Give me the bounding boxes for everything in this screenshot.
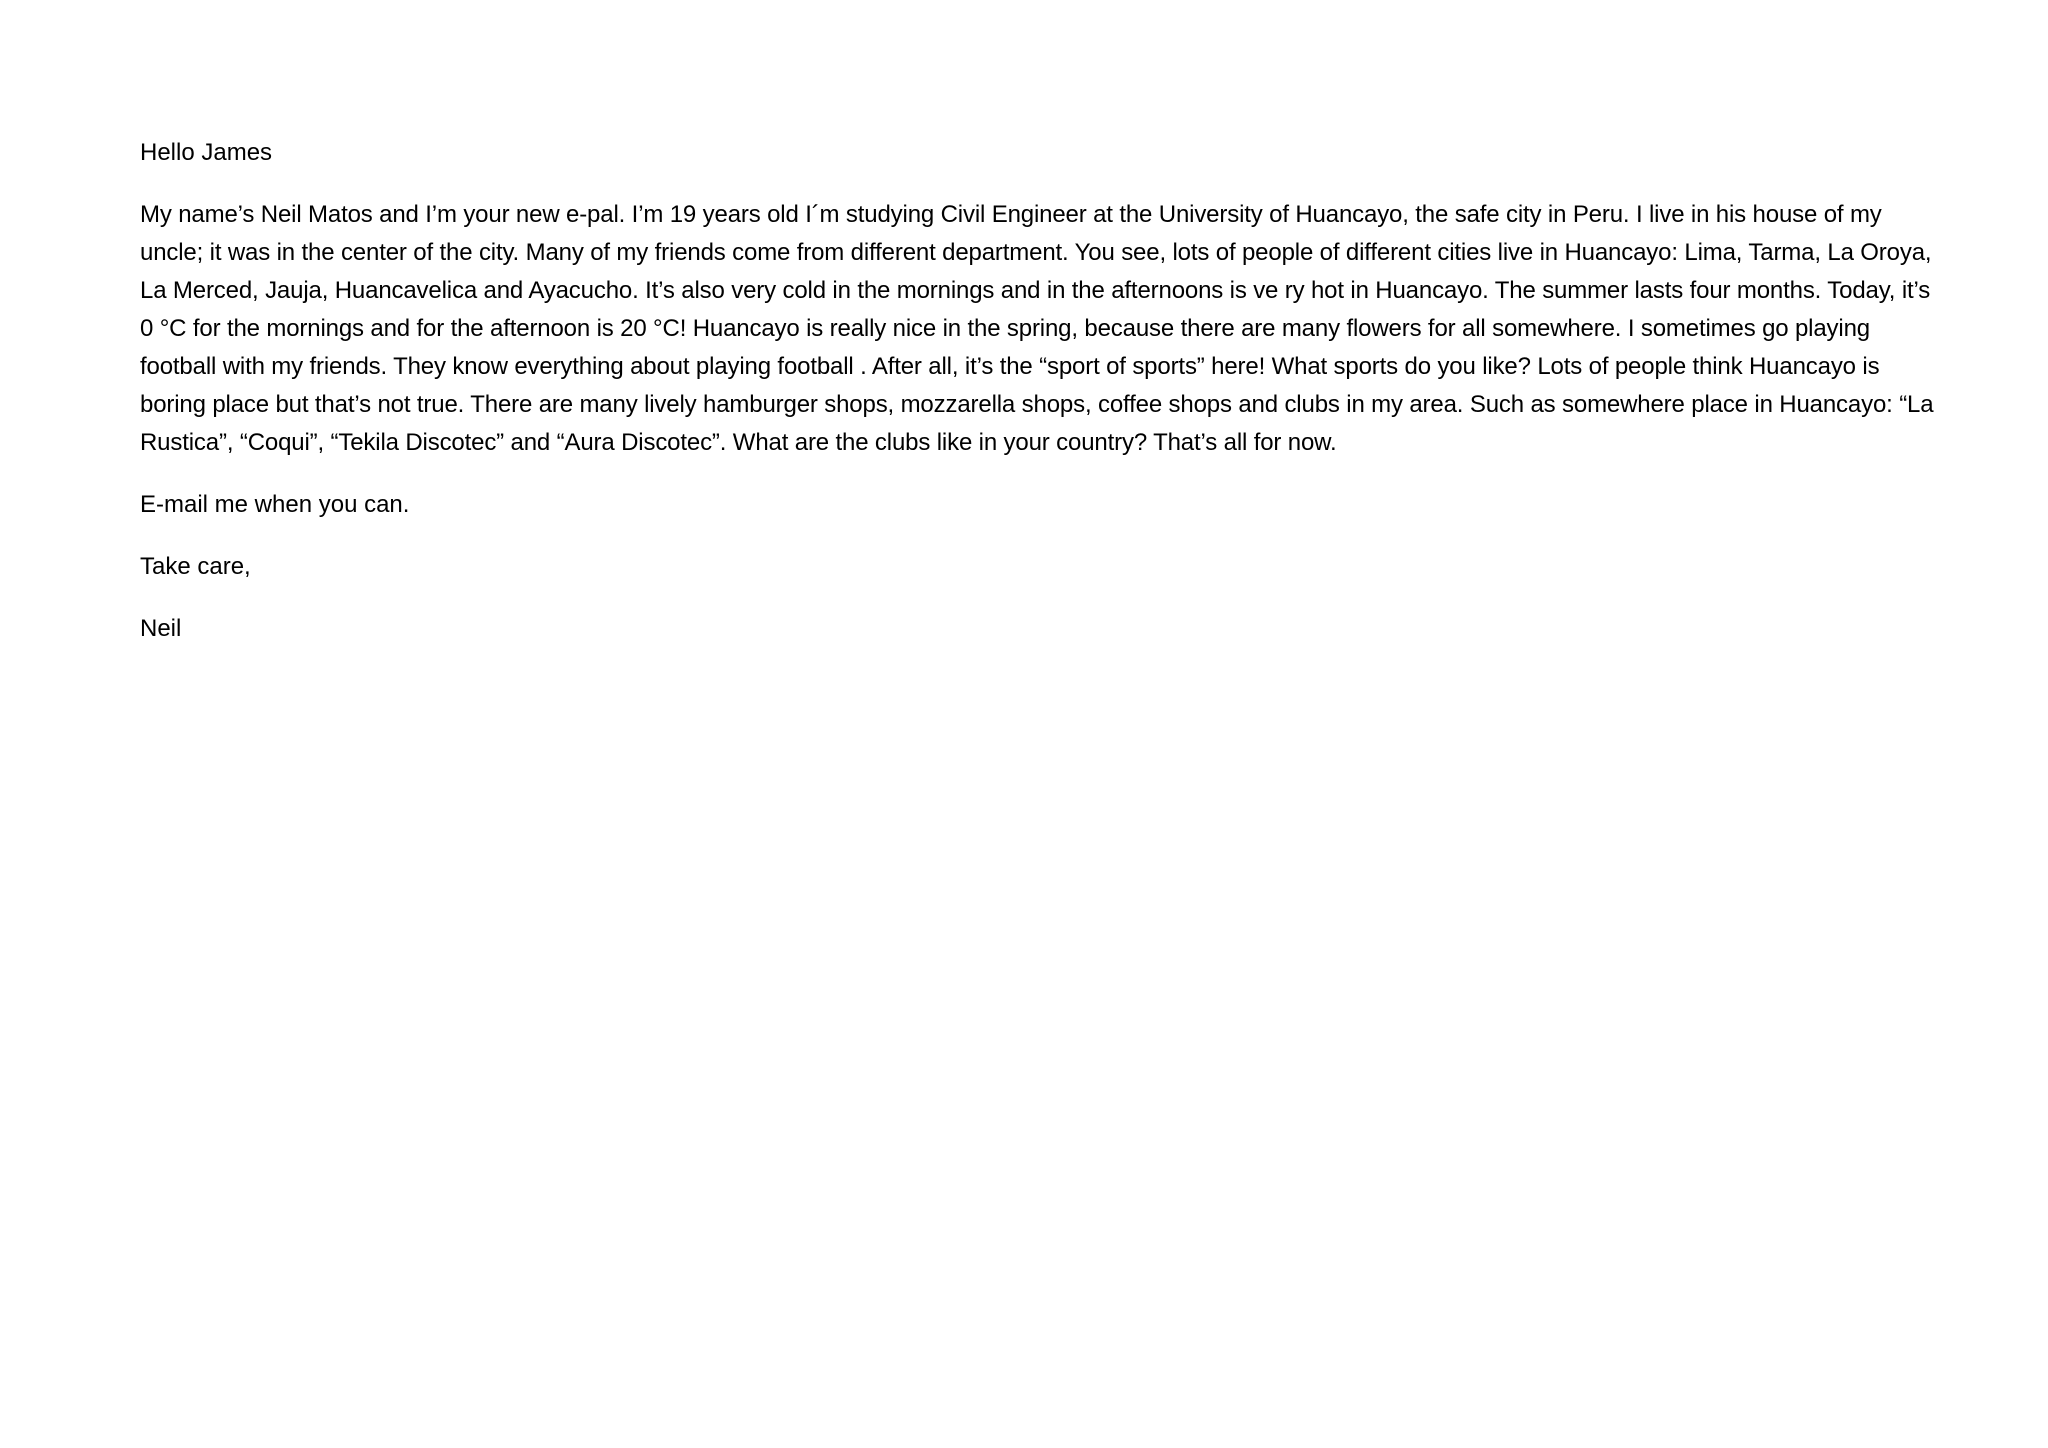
letter bbox=[140, 134, 1940, 672]
letter-greeting: Hello James bbox=[140, 139, 273, 166]
letter-sign-off: Take care, bbox=[140, 553, 251, 580]
letter-body: My name’s Neil Matos and I’m your new e-pal. I’m 19 years old I´m studying Civil Engineer at the University of Huancayo, the safe city in Peru. I live in his house of my uncle; it was in the center of the city. Many of my friends come from different department. You see, lots of people of different cities live in Huancayo: Lima, Tarma, La Oroya, La Merced, Jauja, Huancavelica and Ayacucho. It’s also very cold in the mornings and in the afternoons is ve ry hot in Huancayo. The summer lasts four months. Today, it’s 0 °C for the mornings and for the afternoon is 20 °C! Huancayo is really nice in the spring, because there are many flowers for all somewhere. I sometimes go playing football with my friends. They know everything about playing football . After all, it’s the “sport of sports” here! What sports do you like? Lots of people think Huancayo is boring place but that’s not true. There are many lively hamburger shops, mozzarella shops, coffee shops and clubs in my area. Such as somewhere place in Huancayo: “La Rustica”, “Coqui”, “Tekila Discotec” and “Aura Discotec”. What are the clubs like in your country? That’s all for now. bbox=[140, 201, 1934, 456]
letter-signature: Neil bbox=[140, 615, 182, 642]
letter-closing-request: E-mail me when you can. bbox=[140, 491, 410, 518]
